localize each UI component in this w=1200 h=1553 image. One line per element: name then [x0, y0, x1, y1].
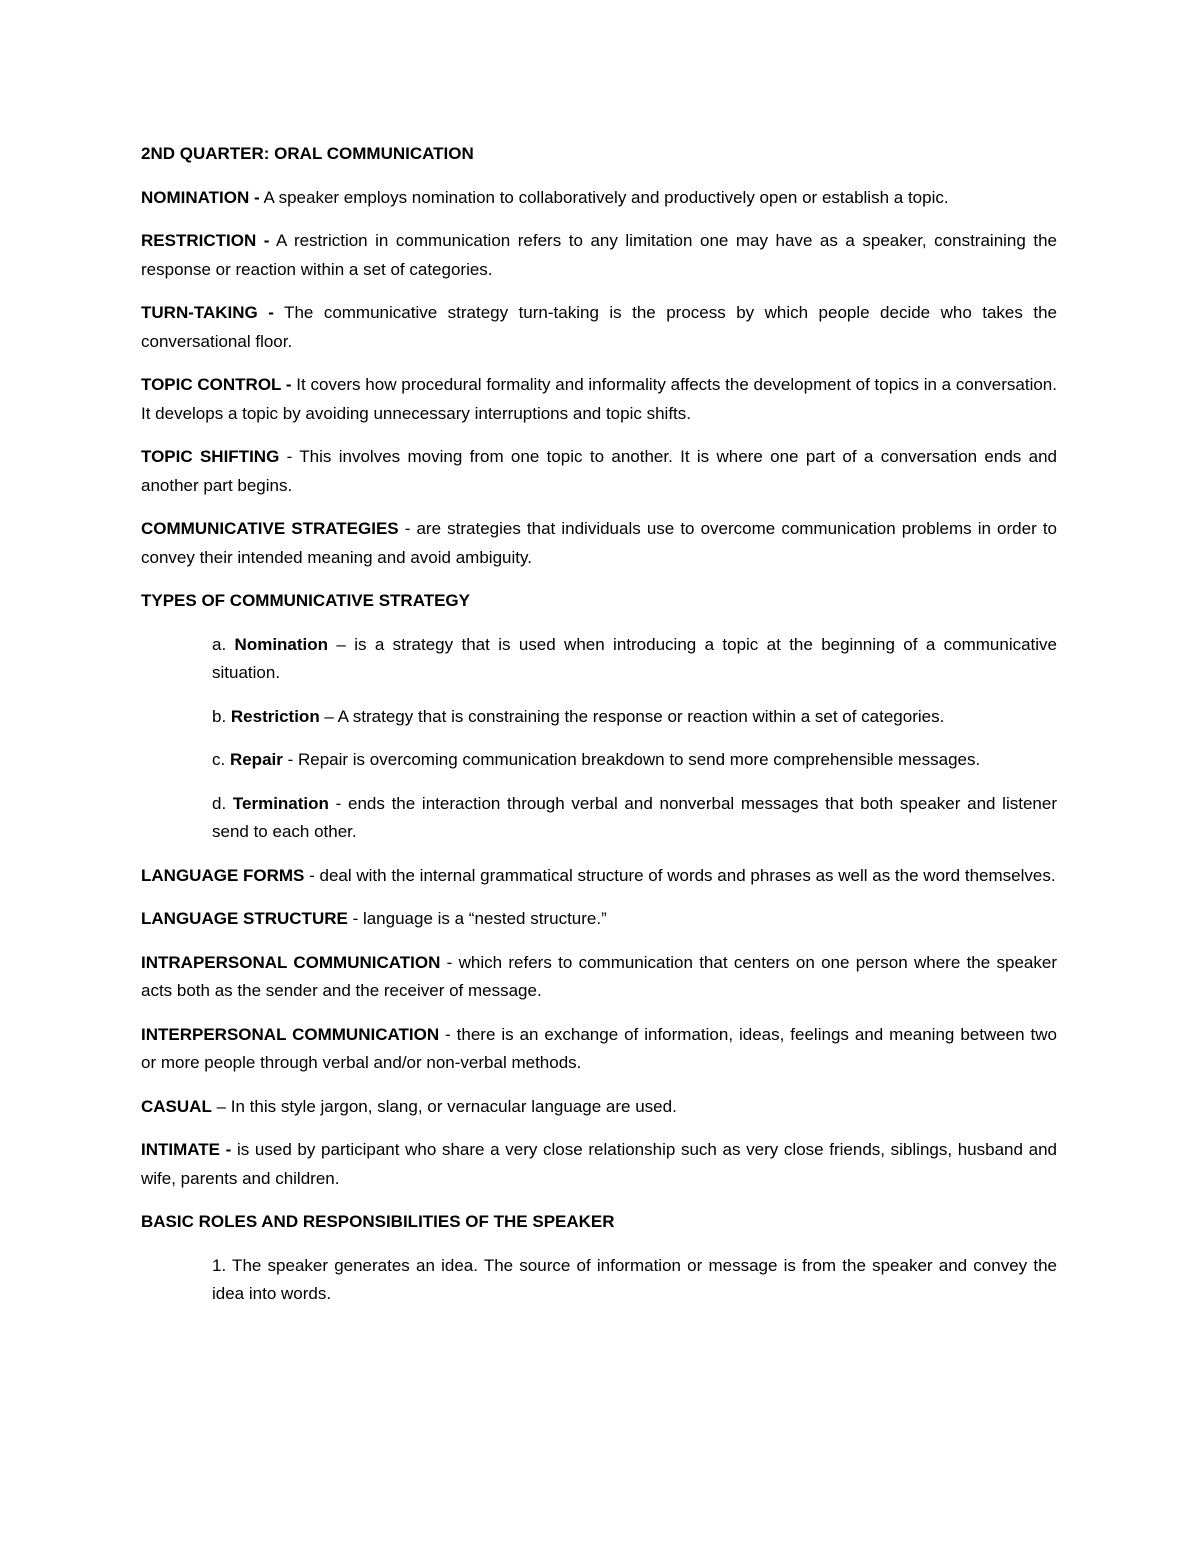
- definition-text: It covers how procedural formality and informality affects the development of topics in a conversation. It develops a topic by avoiding unnecessary interruptions and topic shifts.: [141, 375, 1057, 423]
- roles-heading: BASIC ROLES AND RESPONSIBILITIES OF THE SPEAKER: [141, 1212, 615, 1231]
- definition-turn-taking: [141, 299, 1057, 356]
- definition-text: A restriction in communication refers to any limitation one may have as a speaker, constraining the response or reaction within a set of categories.: [141, 231, 1058, 279]
- definition-text: - there is an exchange of information, ideas, feelings and meaning between two or more people through verbal and/or non-verbal methods.: [141, 1024, 1057, 1072]
- types-list: [141, 631, 1057, 847]
- document-page: [141, 140, 1057, 1324]
- definition-text: A speaker employs nomination to collaboratively and productively open or establish a topic.: [259, 187, 949, 207]
- list-item-term: Repair: [229, 750, 283, 769]
- list-item-term: Restriction: [230, 706, 320, 726]
- list-item: 1. The speaker generates an idea. The source of information or message is from the speaker and convey the idea into words.: [212, 1255, 1057, 1303]
- types-heading: TYPES OF COMMUNICATIVE STRATEGY: [141, 591, 470, 610]
- definition-term: NOMINATION -: [141, 187, 260, 207]
- definition-text: - deal with the internal grammatical structure of words and phrases as well as the word themselves.: [304, 865, 1056, 885]
- definition-text: The communicative strategy turn-taking is the process by which people decide who takes the conversational floor.: [141, 303, 1057, 351]
- definition-term: LANGUAGE FORMS: [141, 865, 305, 885]
- definition-term: TOPIC CONTROL -: [141, 375, 292, 394]
- definition-topic-control: [141, 371, 1057, 428]
- definition-text: - This involves moving from one topic to another. It is where one part of a conversation ends and another part begins.: [141, 447, 1057, 495]
- list-item-text: – is a strategy that is used when introducing a topic at the beginning of a communicative situation.: [212, 634, 1058, 682]
- definition-nomination: [141, 184, 1057, 213]
- list-item-term: Termination: [232, 793, 329, 813]
- definition-language-structure: [141, 905, 1057, 934]
- definition-topic-shifting: [141, 443, 1057, 500]
- definition-term: LANGUAGE STRUCTURE: [141, 909, 348, 928]
- list-item: [212, 703, 1057, 732]
- roles-list: [141, 1252, 1057, 1309]
- list-item-prefix: b.: [212, 706, 231, 726]
- definition-text: - language is a “nested structure.”: [347, 909, 607, 928]
- definition-term: RESTRICTION -: [141, 231, 270, 250]
- list-item-prefix: c.: [212, 750, 230, 769]
- definition-text: - are strategies that individuals use to overcome communication problems in order to convey their intended meaning and avoid ambiguity.: [141, 519, 1058, 567]
- list-item-text: – A strategy that is constraining the response or reaction within a set of categories.: [319, 706, 945, 726]
- definition-text: is used by participant who share a very close relationship such as very close friends, siblings, husband and wife, parents and children.: [141, 1140, 1057, 1188]
- definition-term: TOPIC SHIFTING: [141, 447, 280, 466]
- definition-term: INTERPERSONAL COMMUNICATION: [141, 1024, 440, 1044]
- definition-interpersonal-communication: [141, 1021, 1057, 1078]
- definition-term: INTIMATE -: [141, 1140, 232, 1159]
- definition-text: - which refers to communication that centers on one person where the speaker acts both as the sender and the receiver of message.: [141, 952, 1057, 1000]
- definition-language-forms: [141, 862, 1057, 891]
- list-item-prefix: a.: [212, 634, 235, 654]
- definition-term: INTRAPERSONAL COMMUNICATION: [141, 952, 441, 972]
- definition-term: TURN-TAKING -: [141, 303, 274, 322]
- list-item-text: - ends the interaction through verbal and nonverbal messages that both speaker and listener send to each other.: [212, 793, 1057, 841]
- definition-intimate: [141, 1136, 1057, 1193]
- definition-term: CASUAL: [141, 1096, 212, 1116]
- list-item: [212, 631, 1057, 688]
- definition-restriction: [141, 227, 1057, 284]
- list-item-term: Nomination: [234, 634, 329, 654]
- list-item: [212, 790, 1057, 847]
- list-item: [212, 746, 1057, 775]
- list-item-text: - Repair is overcoming communication breakdown to send more comprehensible messages.: [282, 750, 981, 769]
- definition-communicative-strategies: [141, 515, 1057, 572]
- list-item-prefix: d.: [212, 793, 233, 813]
- definition-casual: [141, 1093, 1057, 1122]
- definition-term: COMMUNICATIVE STRATEGIES: [141, 519, 399, 538]
- definition-text: – In this style jargon, slang, or vernacular language are used.: [211, 1096, 677, 1116]
- definition-intrapersonal-communication: [141, 949, 1057, 1006]
- document-title: 2ND QUARTER: ORAL COMMUNICATION: [141, 144, 474, 163]
